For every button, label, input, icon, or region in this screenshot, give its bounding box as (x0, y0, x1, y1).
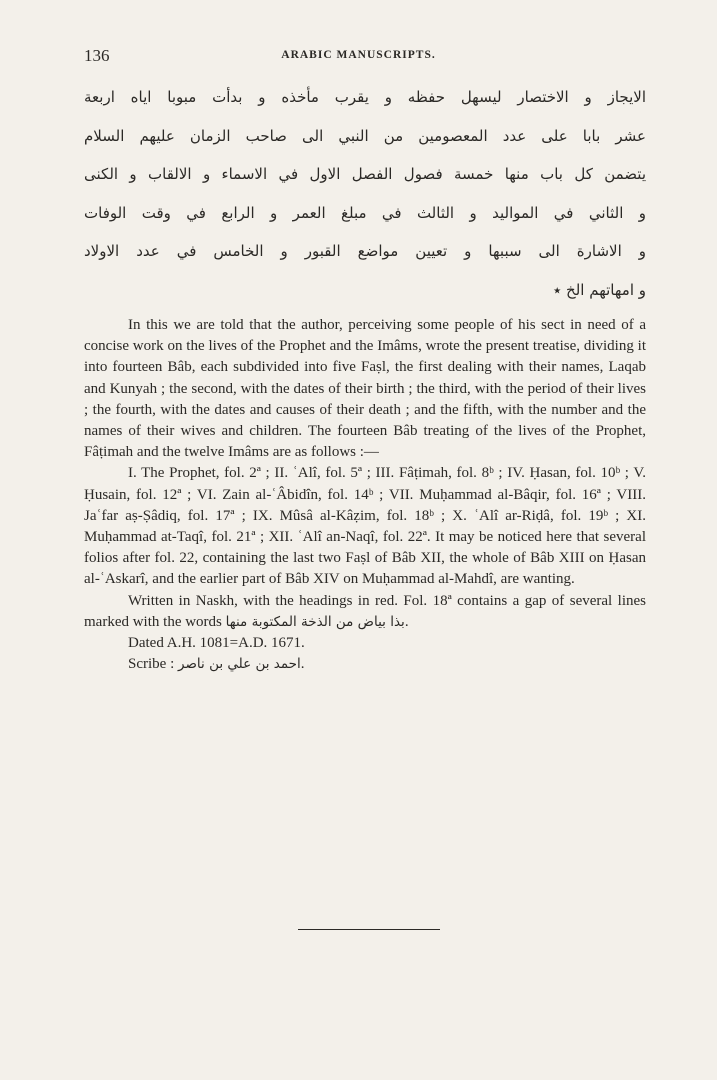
scribe-line (84, 654, 646, 675)
body-text (84, 315, 646, 675)
arabic-line: يتضمن كل باب منها خمسة فصول الفصل الاول في الاسماء و الالقاب و الكنى (84, 165, 646, 183)
written-end: . (404, 613, 409, 630)
description-paragraph (84, 591, 646, 633)
section-rule (298, 929, 440, 930)
arabic-gap-words: بذا بياض من الذخة المكتوبة منها (225, 613, 405, 630)
arabic-line: و الثاني في المواليد و الثالث في مبلغ العمر و الرابع في وقت الوفات (84, 203, 646, 222)
written-text: Written in Naskh, with the headings in red. Fol. 18ª contains a gap of several lines marked with the words (84, 592, 646, 630)
contents-paragraph: I. The Prophet, fol. 2ª ; II. ʿAlî, fol. 5ª ; III. Fâṭimah, fol. 8ᵇ ; IV. Ḥasan, fol. 10ᵇ ; V. Ḥusain, fol. 12ª ; VI. Zain al-ʿÂbidîn, fol. 14ᵇ ; VII. Muḥammad al-Bâqir, fol. 16ª ; VIII. Jaʿfar aṣ-Ṣâdiq, fol. 17ª ; IX. Mûsâ al-Kâẓim, fol. 18ᵇ ; X. ʿAlî ar-Riḍâ, fol. 19ᵇ ; XI. Muḥammad at-Taqî, fol. 21ª ; XII. ʿAlî an-Naqî, fol. 22ª. It may be noticed here that several folios after fol. 22, containing the last two Faṣl of Bâb XII, the whole of Bâb XIII on Ḥasan al-ʿAskarî, and the earlier part of Bâb XIV on Muḥammad al-Mahdî, are wanting. (84, 465, 646, 588)
scribe-label: Scribe : (128, 656, 175, 673)
running-head: ARABIC MANUSCRIPTS. (281, 49, 436, 61)
page-header (0, 46, 717, 70)
arabic-line: و الاشارة الى سببها و تعيين مواضع القبور و الخامس في عدد الاولاد (84, 242, 646, 260)
date-line: Dated A.H. 1081=A.D. 1671. (128, 635, 305, 652)
scribe-name: احمد بن علي بن ناصر (178, 656, 301, 673)
arabic-line: عشر بابا على عدد المعصومين من النبي الى صاحب الزمان عليهم السلام (84, 126, 646, 145)
summary-paragraph: In this we are told that the author, perceiving some people of his sect in need of a concise work on the lives of the Prophet and the Imâms, wrote the present treatise, dividing it into fourteen Bâb, each subdivided into five Faṣl, the first dealing with their names, Laqab and Kunyah ; the second, with the dates of their birth ; the third, with the period of their lives ; the fourth, with the dates and causes of their death ; and the fifth, with the number and the names of their wives and children. The fourteen Bâb treating of the lives of the Prophet, Fâṭimah and the twelve Imâms are as follows :— (84, 317, 646, 461)
arabic-line: الايجاز و الاختصار ليسهل حفظه و يقرب مأخذه و بدأت مبوبا اياه اربعة (84, 88, 646, 106)
scribe-end: . (300, 656, 305, 673)
arabic-line: و امهاتهم الخ ٭ (553, 280, 646, 299)
arabic-quotation (84, 78, 646, 309)
page-number: 136 (84, 46, 110, 65)
